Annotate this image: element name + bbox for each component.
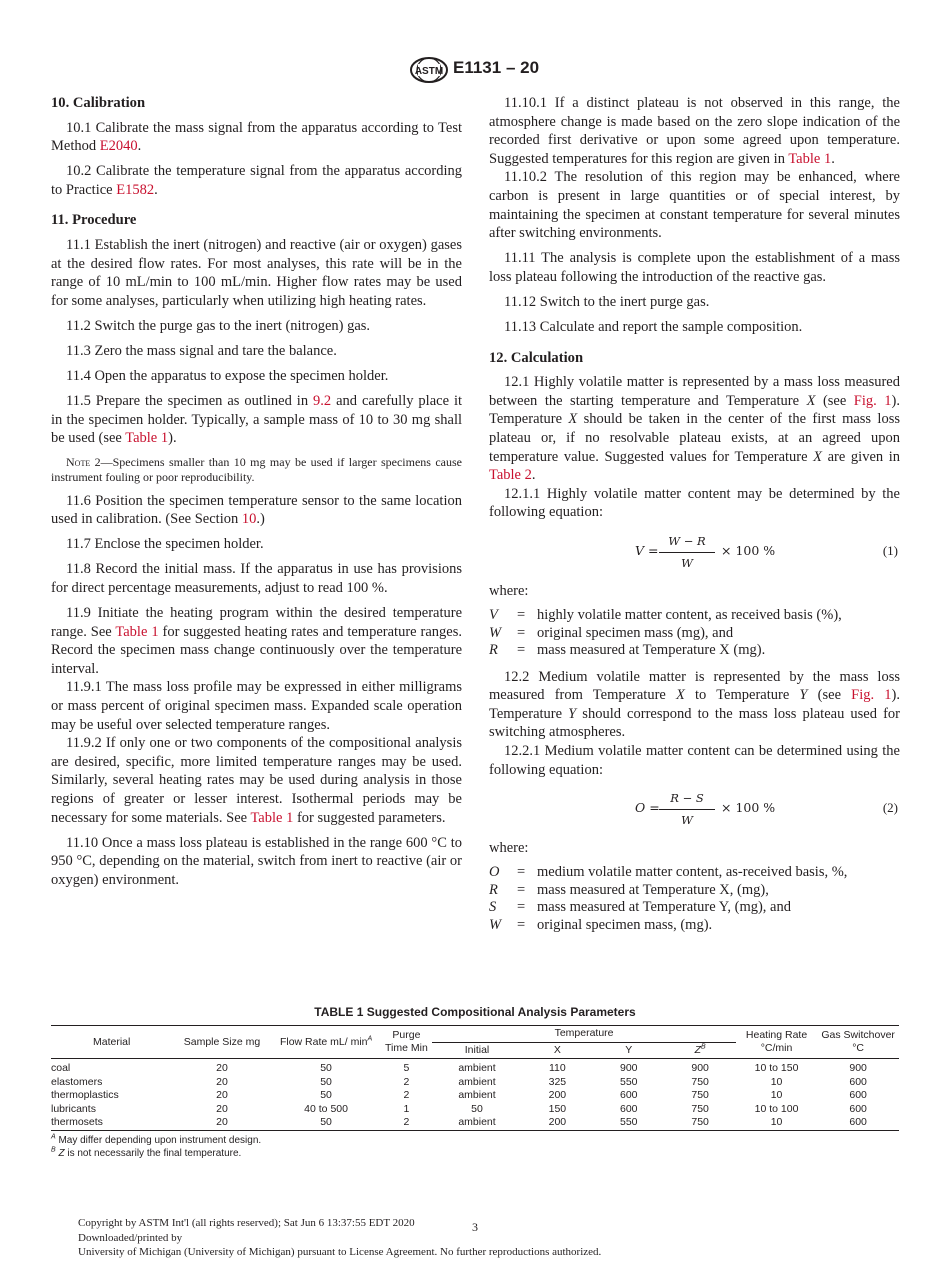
paragraph-12-2-1: 12.2.1 Medium volatile matter content can be determined using the following equation: — [489, 742, 900, 778]
definition-item: R = mass measured at Temperature X (mg). — [489, 642, 766, 659]
table-cell: 600 — [619, 1102, 638, 1115]
where-label: where: — [489, 840, 529, 857]
paragraph-11-7: 11.7 Enclose the specimen holder. — [66, 536, 264, 553]
table-row — [51, 1116, 899, 1130]
paragraph-12-1-1: 12.1.1 Highly volatile matter content may be determined by the following equation: — [489, 485, 900, 521]
link-table-1[interactable]: Table 1 — [125, 430, 169, 447]
table-cell: 750 — [691, 1075, 709, 1088]
table-cell: 20 — [216, 1102, 228, 1115]
paragraph-11-5: 11.5 Prepare the specimen as outlined in 9.2 and carefully place it in the specimen holder. Typically, a sample mass of 10 to 30 mg shall be used (see Table 1). — [51, 393, 463, 447]
table-cell: 20 — [216, 1116, 228, 1128]
link-section-10[interactable]: 10 — [241, 511, 257, 528]
table-cell: 200 — [548, 1116, 567, 1128]
link-table-1[interactable]: Table 1 — [115, 623, 159, 640]
table-cell: 1 — [403, 1102, 410, 1115]
table-cell: 750 — [691, 1116, 709, 1128]
link-9-2[interactable]: 9.2 — [313, 393, 332, 410]
document-id: E1131 – 20 — [453, 58, 540, 77]
table-cell: 2 — [403, 1116, 410, 1128]
astm-logo — [409, 57, 449, 83]
table-cell: lubricants — [51, 1102, 96, 1115]
header-z: $Z^B$ — [694, 1043, 706, 1056]
table-cell: 600 — [849, 1089, 867, 1101]
table-cell: ambient — [458, 1062, 496, 1074]
table-cell: 50 — [471, 1102, 483, 1115]
paragraph-11-8: 11.8 Record the initial mass. If the apparatus in use has provisions for direct percentage measurements, adjust to read 100 %. — [51, 561, 462, 596]
table-row — [51, 1103, 899, 1117]
header-y: Y — [625, 1044, 633, 1056]
section-10-title: 10. Calibration — [51, 95, 146, 111]
where-label: where: — [489, 582, 529, 599]
copyright-line: Copyright by ASTM Int'l (all rights reserved); Sat Jun 6 13:37:55 EDT 2020 — [78, 1217, 415, 1229]
paragraph-11-4: 11.4 Open the apparatus to expose the specimen holder. — [66, 368, 389, 385]
license-line: University of Michigan (University of Michigan) pursuant to License Agreement. No further reproductions authorized. — [78, 1246, 602, 1258]
paragraph-11-13: 11.13 Calculate and report the sample composition. — [504, 319, 803, 336]
table-cell: 900 — [691, 1062, 709, 1074]
paragraph-12-1: 12.1 Highly volatile matter is represented by a mass loss measured between the starting temperature and Temperature X (see Fig. 1). Temperature X should be taken in the center of the first mass loss plateau or, if no resolvable plateau exists, at an agreed upon temperature value. Suggested values for Temperature X are given in Table 2. — [489, 374, 901, 484]
table-cell: 40 to 500 — [304, 1102, 348, 1115]
table-cell: ambient — [458, 1075, 496, 1088]
table-cell: 50 — [320, 1089, 332, 1101]
table-cell: 50 — [320, 1116, 332, 1128]
table-cell: 10 — [770, 1089, 783, 1101]
link-e2040[interactable]: E2040 — [99, 138, 138, 155]
paragraph-12-2: 12.2 Medium volatile matter is represented by the mass loss measured from Temperature X to Temperature Y (see Fig. 1). Temperature Y should correspond to the mass loss plateau used for switching atmospheres. — [489, 668, 900, 741]
table-cell: 110 — [549, 1062, 566, 1074]
paragraph-11-12: 11.12 Switch to the inert purge gas. — [504, 293, 710, 310]
svg-text:ASTM: ASTM — [414, 66, 444, 77]
paragraph-11-9: 11.9 Initiate the heating program within the desired temperature range. See Table 1 for suggested heating rates and temperature ranges. Record the specimen mass change continuously over the temperature interval. — [51, 604, 462, 677]
table-cell: 10 to 100 — [754, 1102, 799, 1115]
page-header — [0, 57, 950, 83]
table-cell: 50 — [320, 1062, 332, 1074]
table-footnote-b: $^B$ Z is not necessarily the final temperature. — [51, 1146, 242, 1159]
header-flow-rate: Flow Rate mL/ $\min^A$ — [279, 1035, 373, 1048]
note-2: Note 2—Specimens smaller than 10 mg may be used if larger specimens cause instrument fouling or poor reproducibility. — [51, 454, 462, 484]
header-initial: Initial — [464, 1044, 490, 1056]
definition-item: O = medium volatile matter content, as-received basis, %, — [489, 864, 848, 881]
header-gas-switchover: Gas Switchover °C — [821, 1029, 895, 1054]
section-11-title: 11. Procedure — [51, 212, 137, 229]
table-body — [51, 1059, 899, 1131]
header-x: X — [553, 1044, 561, 1056]
link-table-2[interactable]: Table 2 — [489, 467, 532, 484]
paragraph-11-11: 11.11 The analysis is complete upon the establishment of a mass loss plateau following the introduction of the reactive gas. — [489, 250, 900, 285]
paragraph-11-3: 11.3 Zero the mass signal and tare the balance. — [66, 343, 337, 360]
table-cell: 10 — [770, 1075, 783, 1088]
table-cell: 600 — [849, 1075, 867, 1088]
parameters-table — [51, 1025, 899, 1131]
page-number: 3 — [472, 1220, 478, 1234]
definition-item: R = mass measured at Temperature X, (mg), — [489, 881, 769, 898]
paragraph-10-2: 10.2 Calibrate the temperature signal from the apparatus according to Practice E1582. — [51, 163, 462, 198]
table-row — [51, 1059, 899, 1076]
table-cell: 550 — [619, 1075, 638, 1088]
table-cell: 325 — [548, 1075, 567, 1088]
table-cell: 20 — [216, 1075, 228, 1088]
table-row — [51, 1089, 899, 1103]
link-e1582[interactable]: E1582 — [116, 181, 155, 198]
equation-2: O = $\frac{R - S}{W}$ × 100 % (2) — [635, 791, 898, 827]
paragraph-11-6: 11.6 Position the specimen temperature sensor to the same location used in calibration. (See Section 10.) — [51, 492, 462, 528]
table-cell: 5 — [403, 1062, 410, 1074]
equation-1: V = $\frac{W - R}{W}$ × 100 % (1) — [635, 533, 898, 570]
header-temperature: Temperature — [432, 1026, 736, 1043]
table-cell: 550 — [619, 1116, 638, 1128]
table-cell: 20 — [216, 1089, 228, 1101]
table-cell: 150 — [548, 1102, 567, 1115]
link-table-1[interactable]: Table 1 — [250, 809, 294, 826]
paragraph-11-9-1: 11.9.1 The mass loss profile may be expressed in either milligrams or mass percent of original specimen mass. Expanded scale operation may be useful over selected temperature ranges. — [51, 679, 462, 733]
table-cell: thermoplastics — [51, 1089, 119, 1101]
header-sample-size: Sample Size mg — [183, 1035, 261, 1048]
table-row — [51, 1076, 899, 1090]
table-footnote-a: $^A$ May differ depending upon instrument design. — [51, 1133, 262, 1146]
right-column — [489, 94, 900, 942]
table-1 — [51, 1004, 899, 1160]
table-cell: coal — [51, 1062, 71, 1074]
left-column — [51, 94, 462, 896]
table-cell: 900 — [849, 1062, 867, 1074]
table-cell: 200 — [548, 1089, 567, 1101]
table-cell: ambient — [458, 1116, 496, 1128]
page-footer — [78, 1216, 878, 1260]
paragraph-11-9-2: 11.9.2 If only one or two components of the compositional analysis are desired, specific, more limited temperature ranges may be used. Similarly, several heating rates may be used during analysis in those regions of greater or lesser interest. Isothermal periods may be necessary for some materials. See Table 1 for suggested parameters. — [51, 735, 462, 826]
header-heating-rate: Heating Rate °C/min — [745, 1029, 808, 1054]
paragraph-11-10-1: 11.10.1 If a distinct plateau is not observed in this range, the atmosphere change is made based on the zero slope indication of the recorded first derivative or upon some agreed upon temperature. Suggested temperatures for this region are given in Table 1. — [489, 95, 900, 167]
table-cell: thermosets — [51, 1116, 103, 1128]
definition-item: V = highly volatile matter content, as received basis (%), — [489, 607, 842, 624]
definition-item: W = original specimen mass, (mg). — [489, 916, 713, 933]
link-fig-1[interactable]: Fig. 1 — [851, 687, 892, 704]
paragraph-11-1: 11.1 Establish the inert (nitrogen) and reactive (air or oxygen) gases at the desired flow rates. For most analyses, this rate will be in the range of 10 mL/min to 100 mL/min. Higher flow rates may be used for some analyses, particularly when utilizing high heating rates. — [51, 237, 462, 309]
header-purge-time: Purge Time Min — [385, 1029, 428, 1054]
paragraph-11-10: 11.10 Once a mass loss plateau is established in the range 600 °C to 950 °C, depending on the material, switch from inert to reactive (air or oxygen) environment. — [51, 834, 462, 888]
table-cell: 900 — [619, 1062, 638, 1074]
paragraph-11-10-2: 11.10.2 The resolution of this region may be enhanced, where carbon is present in large quantities or of special interest, by maintaining the specimen at constant temperature for several minutes after switching environments. — [489, 169, 900, 242]
table-cell: 10 — [770, 1116, 783, 1128]
section-12-title: 12. Calculation — [489, 349, 584, 366]
definitions-2 — [489, 864, 900, 934]
table-cell: 750 — [691, 1089, 709, 1101]
table-cell: 20 — [216, 1062, 228, 1074]
paragraph-11-2: 11.2 Switch the purge gas to the inert (nitrogen) gas. — [66, 317, 371, 334]
table-cell: 750 — [691, 1102, 709, 1115]
table-cell: 2 — [403, 1089, 410, 1101]
table-cell: 2 — [403, 1075, 410, 1088]
table-cell: 10 to 150 — [754, 1062, 799, 1074]
definition-item: W = original specimen mass (mg), and — [489, 624, 734, 641]
definition-item: S = mass measured at Temperature Y, (mg), and — [489, 899, 791, 916]
link-fig-1[interactable]: Fig. 1 — [853, 392, 892, 409]
paragraph-10-1: 10.1 Calibrate the mass signal from the apparatus according to Test Method E2040. — [51, 119, 462, 155]
table-cell: 600 — [849, 1102, 867, 1115]
table-cell: 600 — [849, 1116, 867, 1128]
definitions-1 — [489, 607, 900, 660]
download-line: Downloaded/printed by — [78, 1231, 183, 1244]
table-cell: ambient — [458, 1089, 496, 1101]
header-material: Material — [92, 1035, 131, 1048]
link-table-1[interactable]: Table 1 — [788, 150, 832, 167]
table-cell: elastomers — [51, 1075, 103, 1088]
table-cell: 600 — [619, 1089, 638, 1101]
table-title: TABLE 1 Suggested Compositional Analysis Parameters — [314, 1005, 636, 1019]
table-cell: 50 — [320, 1075, 332, 1088]
